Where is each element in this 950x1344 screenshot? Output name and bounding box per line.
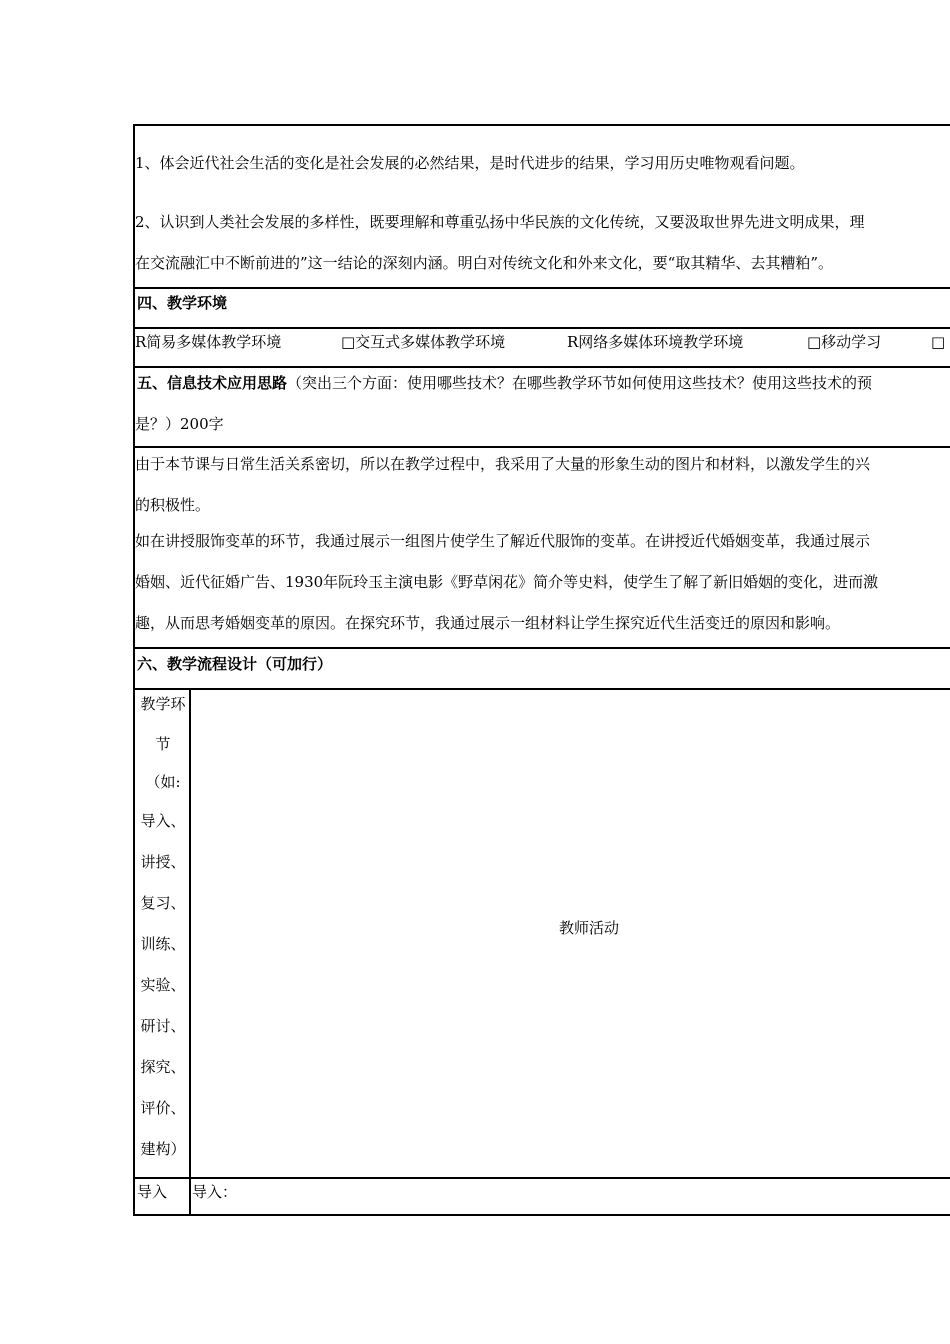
lesson-plan-table	[133, 124, 950, 1216]
env-option-other[interactable]: □	[931, 333, 946, 351]
stage-header-line: 评价、	[140, 1099, 186, 1117]
divider	[135, 1177, 950, 1179]
env-option-simple-multimedia[interactable]: R简易多媒体教学环境	[135, 333, 282, 351]
stage-header-line: 导入、	[140, 812, 186, 830]
divider	[135, 327, 950, 329]
goal-line-1: 1、体会近代社会生活的变化是社会发展的必然结果，是时代进步的结果，学习用历史唯物观看问题。	[135, 154, 805, 172]
stage-header-line: 节	[155, 735, 171, 753]
divider	[135, 287, 950, 289]
env-option-mobile-learning[interactable]: □移动学习	[807, 333, 882, 351]
stage-header-line: 研讨、	[140, 1017, 186, 1035]
goal-line-3: 在交流融汇中不断前进的”这一结论的深刻内涵。明白对传统文化和外来文化，要“取其精华、去其糟粕”。	[135, 254, 834, 272]
env-option-network-multimedia[interactable]: R网络多媒体环境教学环境	[567, 333, 744, 351]
divider	[135, 647, 950, 649]
section5-title: 五、信息技术应用思路	[137, 374, 288, 392]
divider	[135, 446, 950, 448]
section5-body-line: 趣，从而思考婚姻变革的原因。在探究环节，我通过展示一组材料让学生探究近代生活变迁的原因和影响。	[135, 614, 841, 632]
stage-header-line: 教学环	[140, 695, 186, 713]
section5-body-line: 的积极性。	[135, 496, 211, 514]
table-bottom-border	[135, 1214, 950, 1216]
stage-header-line: 实验、	[140, 976, 186, 994]
stage-header-line: 探究、	[140, 1058, 186, 1076]
row-stage-intro: 导入	[137, 1183, 168, 1201]
section5-body-line: 婚姻、近代征婚广告、1930年阮玲玉主演电影《野草闲花》简介等史料，使学生了解了新旧婚姻的变化，进而激	[135, 573, 879, 591]
teacher-activity-header: 教师活动	[559, 919, 620, 937]
section4-title: 四、教学环境	[137, 294, 228, 312]
section6-title: 六、教学流程设计（可加行）	[137, 655, 333, 673]
section5-hint: （突出三个方面：使用哪些技术？在哪些教学环节如何使用这些技术？使用这些技术的预	[287, 374, 873, 392]
divider	[135, 688, 950, 690]
stage-header-line: 建构）	[140, 1140, 186, 1158]
stage-header-line: （如:	[145, 773, 181, 791]
row-content-intro[interactable]: 导入：	[192, 1183, 238, 1201]
env-option-interactive-multimedia[interactable]: □交互式多媒体教学环境	[341, 333, 506, 351]
section5-body-line: 由于本节课与日常生活关系密切，所以在教学过程中，我采用了大量的形象生动的图片和材料，以激发学生的兴	[135, 455, 871, 473]
goal-line-2: 2、认识到人类社会发展的多样性，既要理解和尊重弘扬中华民族的文化传统，又要汲取世界先进文明成果，理	[135, 213, 865, 231]
section5-header-line-1	[137, 373, 872, 393]
section5-body-line: 如在讲授服饰变革的环节，我通过展示一组图片使学生了解近代服饰的变革。在讲授近代婚姻变革，我通过展示	[135, 532, 871, 550]
section5-hint-line-2: 是？）200字	[135, 415, 224, 433]
divider	[135, 366, 950, 368]
column-divider	[189, 688, 191, 1216]
stage-header-line: 复习、	[140, 894, 186, 912]
stage-header-line: 讲授、	[140, 853, 186, 871]
stage-header-line: 训练、	[140, 935, 186, 953]
